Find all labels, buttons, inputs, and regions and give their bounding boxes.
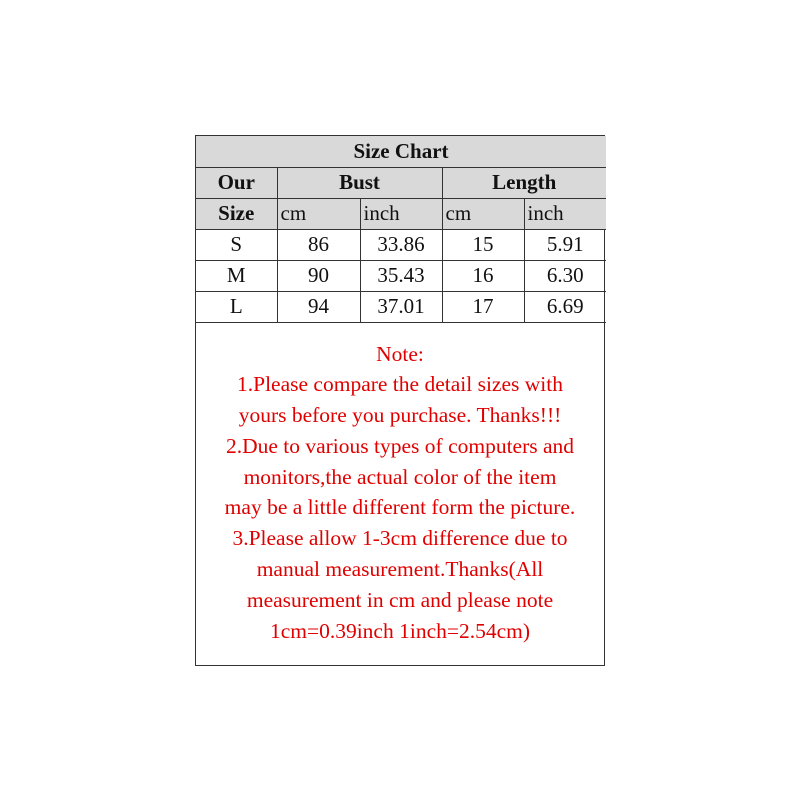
note-line: monitors,the actual color of the item <box>243 464 557 489</box>
our-size-header-line1: Our <box>196 167 277 198</box>
length-cm-header: cm <box>442 198 524 229</box>
bust-cm-cell: 90 <box>277 260 360 291</box>
note-section <box>196 323 604 647</box>
note-line: 2.Due to various types of computers and <box>225 433 575 458</box>
note-line: yours before you purchase. Thanks!!! <box>238 403 562 428</box>
note-line: 1cm=0.39inch 1inch=2.54cm) <box>269 618 531 643</box>
note-heading: Note: <box>376 341 424 366</box>
length-cm-cell: 15 <box>442 229 524 260</box>
bust-inch-cell: 33.86 <box>360 229 442 260</box>
length-cm-cell: 17 <box>442 291 524 322</box>
bust-inch-cell: 37.01 <box>360 291 442 322</box>
length-header: Length <box>442 167 606 198</box>
length-inch-cell: 6.30 <box>524 260 606 291</box>
table-row <box>196 260 606 291</box>
size-cell: S <box>196 229 277 260</box>
note-line: 3.Please allow 1-3cm difference due to <box>232 526 568 551</box>
length-inch-header: inch <box>524 198 606 229</box>
note-line: manual measurement.Thanks(All <box>256 557 544 582</box>
size-cell: L <box>196 291 277 322</box>
our-size-header-line2: Size <box>196 198 277 229</box>
size-chart <box>195 135 605 666</box>
size-table <box>196 136 606 323</box>
bust-cm-header: cm <box>277 198 360 229</box>
bust-inch-header: inch <box>360 198 442 229</box>
table-row <box>196 229 606 260</box>
length-inch-cell: 5.91 <box>524 229 606 260</box>
table-row <box>196 291 606 322</box>
note-line: may be a little different form the picture. <box>224 495 576 520</box>
chart-title: Size Chart <box>196 136 606 167</box>
length-cm-cell: 16 <box>442 260 524 291</box>
note-line: 1.Please compare the detail sizes with <box>237 372 563 397</box>
length-inch-cell: 6.69 <box>524 291 606 322</box>
bust-inch-cell: 35.43 <box>360 260 442 291</box>
note-line: measurement in cm and please note <box>246 587 554 612</box>
bust-cm-cell: 94 <box>277 291 360 322</box>
size-cell: M <box>196 260 277 291</box>
bust-cm-cell: 86 <box>277 229 360 260</box>
bust-header: Bust <box>277 167 442 198</box>
